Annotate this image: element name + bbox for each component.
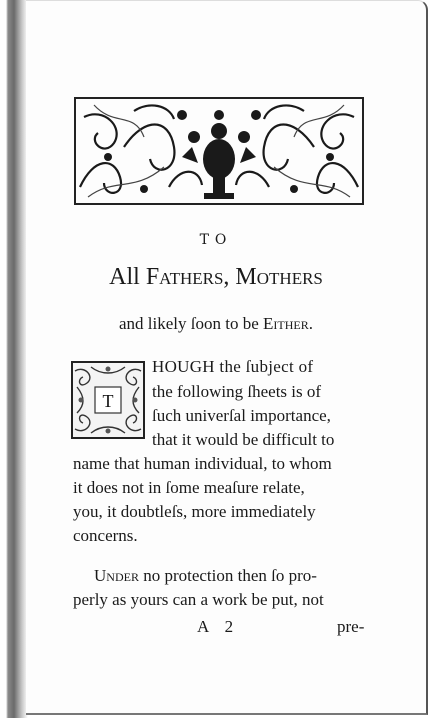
title-initial: M — [235, 264, 257, 290]
dedication-title — [0, 264, 432, 291]
title-initial: A — [109, 264, 127, 290]
para2-rest: no protection then ſo pro- — [138, 566, 317, 585]
body-line: HOUGH the ſubject of — [152, 357, 314, 376]
title-comma: , — [223, 264, 236, 290]
title-rest: others — [256, 264, 323, 290]
subtitle-lead: and likely ſoon to be — [119, 314, 264, 333]
subtitle-rest: ither — [273, 314, 309, 333]
body-line: the following ſheets is of — [152, 382, 322, 401]
dedication-subtitle — [0, 314, 432, 334]
body-line: concerns. — [73, 526, 138, 545]
body-line: ſuch univerſal importance, — [152, 406, 331, 425]
dropcap-letter: T — [102, 391, 114, 411]
signature-mark: A 2 — [197, 617, 240, 636]
body-line: it does not in ſome meaſure relate, — [73, 478, 305, 497]
decorated-initial — [71, 361, 145, 439]
subtitle-initial: E — [263, 314, 274, 333]
body-line: that it would be difficult to — [152, 430, 335, 449]
title-rest: ll — [126, 264, 146, 290]
catchword: pre- — [337, 617, 365, 636]
body-line: name that human individual, to whom — [73, 454, 332, 473]
ornamental-headpiece — [74, 97, 364, 205]
dedication-to: TO — [199, 232, 233, 248]
para2-smallcaps: nder — [106, 566, 139, 585]
para2-initial: U — [94, 566, 107, 585]
body-line: you, it doubtleſs, more immediately — [73, 502, 316, 521]
title-initial: F — [145, 264, 160, 290]
paragraph-2-line-2: perly as yours can a work be put, not — [73, 590, 324, 609]
book-spine — [0, 0, 28, 718]
paragraph-2-line-1 — [94, 566, 317, 586]
title-rest: athers — [159, 264, 224, 290]
subtitle-end: . — [308, 314, 313, 333]
